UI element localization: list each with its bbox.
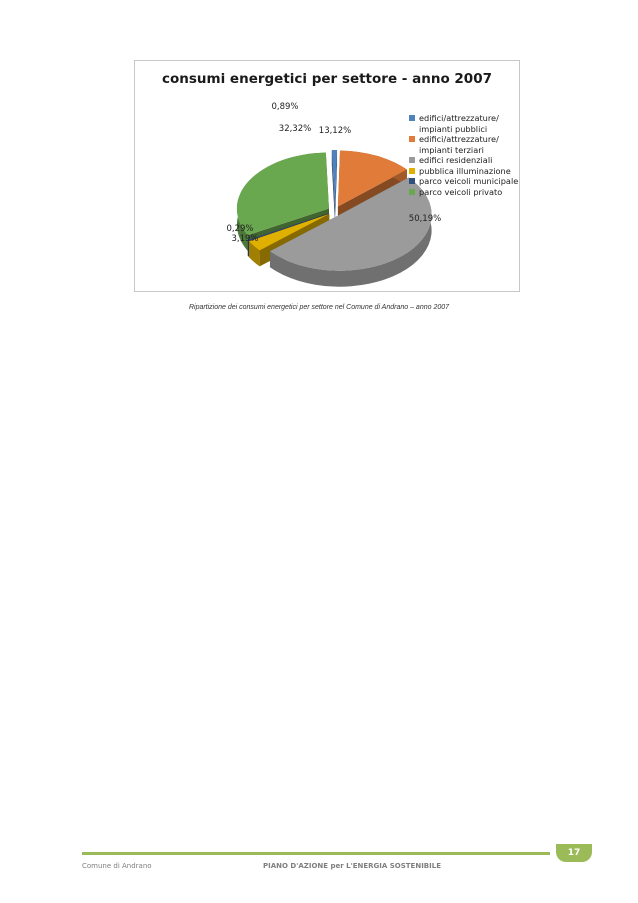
legend-label: parco veicoli municipale bbox=[419, 176, 519, 186]
figure-caption: Ripartizione dei consumi energetici per settore nel Comune di Andrano – anno 2007 bbox=[188, 304, 450, 311]
legend-label: pubblica illuminazione bbox=[419, 165, 511, 176]
legend-swatch bbox=[409, 168, 415, 174]
pie-slice bbox=[332, 150, 337, 222]
legend-label: edifici/attrezzature/ impianti terziari bbox=[419, 134, 499, 155]
chart-title: consumi energetici per settore - anno 2007 bbox=[162, 71, 492, 87]
footer-document-title: PIANO D'AZIONE per L'ENERGIA SOSTENIBILE bbox=[263, 862, 441, 870]
chart-legend bbox=[409, 113, 519, 197]
pie-data-label: 50,19% bbox=[408, 214, 442, 224]
pie-data-label: 0,89% bbox=[271, 102, 299, 112]
chart-container bbox=[134, 60, 520, 292]
pie-data-label: 3,19% bbox=[231, 234, 259, 244]
legend-swatch bbox=[409, 136, 415, 142]
legend-label: edifici residenziali bbox=[419, 155, 493, 165]
pie-data-label: 32,32% bbox=[278, 124, 312, 134]
legend-label: parco veicoli privato bbox=[419, 186, 503, 197]
legend-swatch bbox=[409, 157, 415, 163]
page-number-badge: 17 bbox=[556, 844, 592, 862]
pie-data-label: 13,12% bbox=[318, 126, 352, 136]
footer-rule bbox=[82, 852, 550, 855]
legend-label: edifici/attrezzature/ impianti pubblici bbox=[419, 113, 499, 134]
legend-swatch bbox=[409, 189, 415, 195]
legend-item bbox=[409, 155, 519, 166]
legend-item bbox=[409, 166, 519, 177]
legend-item bbox=[409, 113, 519, 134]
legend-item bbox=[409, 187, 519, 198]
pie-data-label: 0,29% bbox=[226, 224, 254, 234]
legend-swatch bbox=[409, 178, 415, 184]
legend-item bbox=[409, 134, 519, 155]
legend-swatch bbox=[409, 115, 415, 121]
footer-organization: Comune di Andrano bbox=[82, 862, 152, 870]
legend-item bbox=[409, 176, 519, 187]
